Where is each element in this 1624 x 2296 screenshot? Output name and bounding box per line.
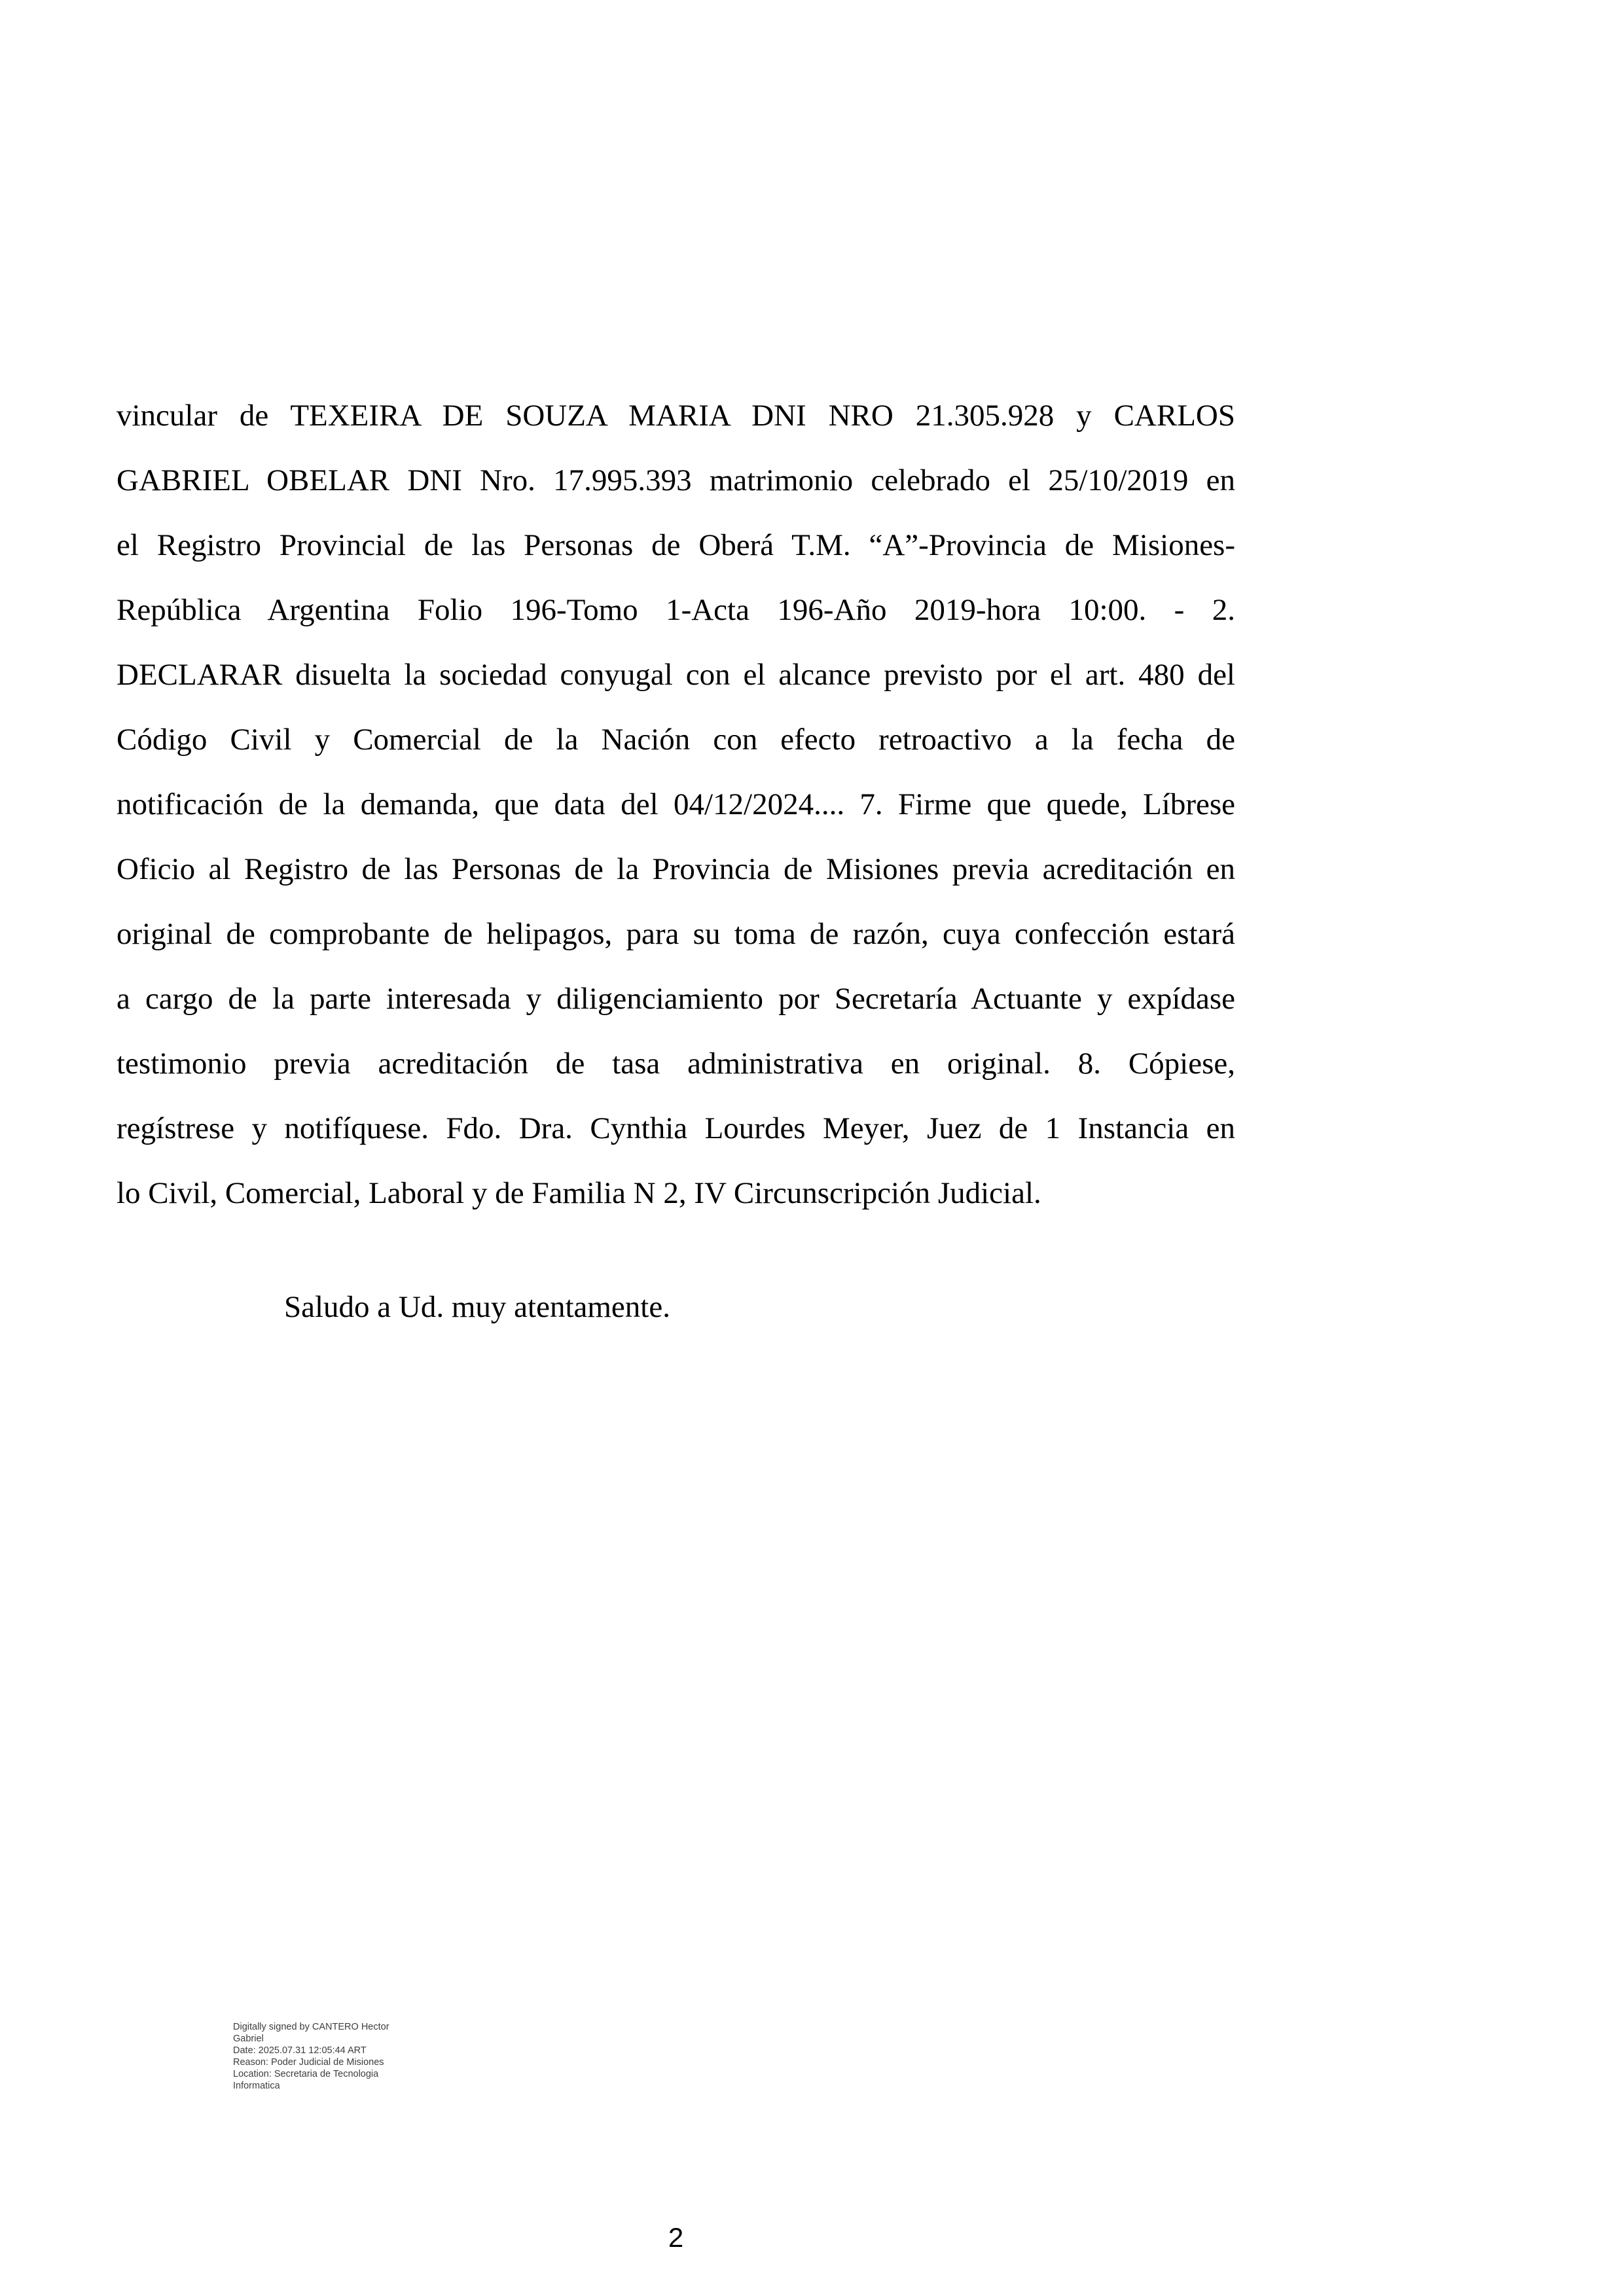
body-line: Oficio al Registro de las Personas de la Provincia de Misiones previa acreditación en — [117, 852, 1235, 886]
body-line: lo Civil, Comercial, Laboral y de Familia N 2, IV Circunscripción Judicial. — [117, 1176, 1041, 1210]
body-text-block — [117, 384, 1235, 1340]
body-line: a cargo de la parte interesada y diligenciamiento por Secretaría Actuante y expídase — [117, 982, 1235, 1016]
signature-line: Informatica — [233, 2081, 280, 2091]
page-number: 2 — [668, 2222, 684, 2253]
signature-line: Digitally signed by CANTERO Hector — [233, 2022, 389, 2032]
signature-line: Reason: Poder Judicial de Misiones — [233, 2057, 384, 2068]
signature-line: Gabriel — [233, 2034, 264, 2044]
body-line: Código Civil y Comercial de la Nación con efecto retroactivo a la fecha de — [117, 723, 1235, 757]
closing-line: Saludo a Ud. muy atentamente. — [284, 1290, 670, 1324]
body-line: original de comprobante de helipagos, para su toma de razón, cuya confección estará — [117, 917, 1235, 951]
body-line: GABRIEL OBELAR DNI Nro. 17.995.393 matrimonio celebrado el 25/10/2019 en — [117, 463, 1235, 497]
digital-signature-block — [233, 2021, 389, 2092]
signature-line: Location: Secretaria de Tecnologia — [233, 2069, 379, 2079]
body-line: testimonio previa acreditación de tasa administrativa en original. 8. Cópiese, — [117, 1047, 1235, 1081]
signature-line: Date: 2025.07.31 12:05:44 ART — [233, 2045, 367, 2056]
body-line: el Registro Provincial de las Personas de Oberá T.M. “A”-Provincia de Misiones- — [117, 528, 1235, 562]
body-line: notificación de la demanda, que data del 04/12/2024.... 7. Firme que quede, Líbrese — [117, 787, 1235, 821]
body-line: DECLARAR disuelta la sociedad conyugal con el alcance previsto por el art. 480 del — [117, 658, 1235, 692]
body-line: vincular de TEXEIRA DE SOUZA MARIA DNI NRO 21.305.928 y CARLOS — [117, 399, 1235, 433]
body-line: República Argentina Folio 196-Tomo 1-Acta 196-Año 2019-hora 10:00. - 2. — [117, 593, 1235, 627]
body-line: regístrese y notifíquese. Fdo. Dra. Cynthia Lourdes Meyer, Juez de 1 Instancia en — [117, 1111, 1235, 1145]
